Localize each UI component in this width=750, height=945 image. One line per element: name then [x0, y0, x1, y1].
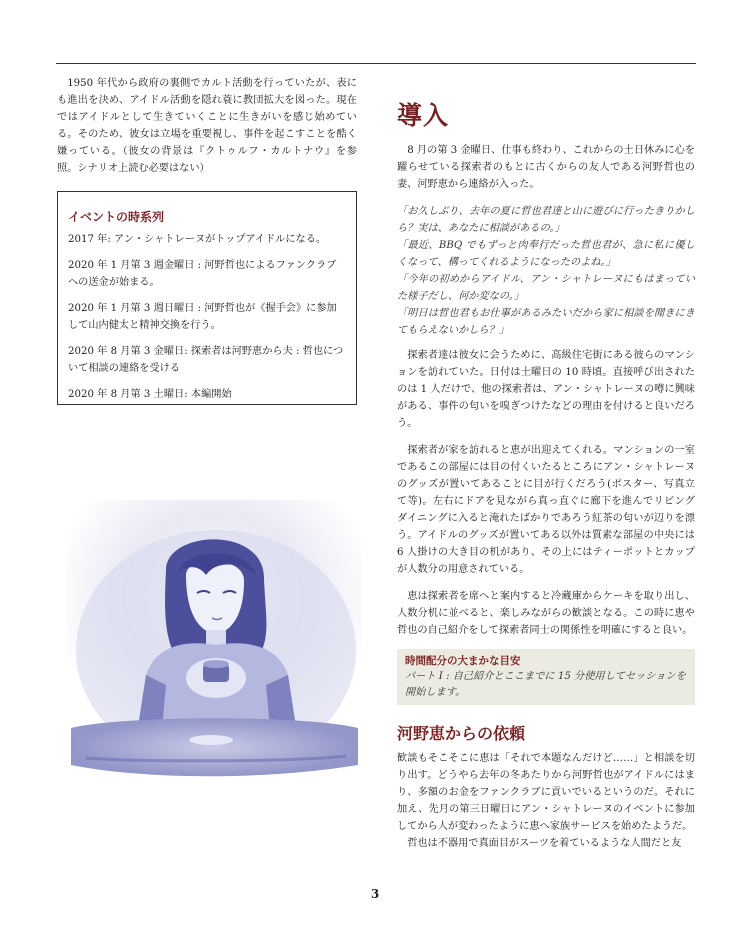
- dialogue-line: 「今年の初めからアイドル、アン・シャトレーヌにもはまっていた様子だし、何か変なの。」: [397, 274, 695, 302]
- body-paragraph: 哲也は不器用で真面目がスーツを着ているような人間だと友: [407, 838, 682, 849]
- dialogue-line: 「明日は哲也君もお仕事があるみたいだから家に相談を聞きにきてもらえないかしら？」: [397, 308, 695, 336]
- note-body: パート I : 自己紹介とここまでに 15 分使用してセッションを開始します。: [405, 671, 686, 698]
- dialogue-line: 「最近、BBQ でもずっと肉奉行だった哲也君が、急に私に優しくなって、構ってくれるようになったのよね。」: [397, 240, 695, 268]
- dialogue-block: [397, 203, 695, 339]
- top-rule: [56, 63, 696, 64]
- body-paragraph: 恵は探索者を席へと案内すると冷蔵庫からケーキを取り出し、人数分机に並べると、楽しみながらの歓談となる。この時に恵や哲也の自己紹介をして探索者同士の関係性を明確にすると良い。: [397, 591, 695, 636]
- timeline-box: [57, 191, 357, 405]
- timeline-item: 2017 年: アン・シャトレーヌがトップアイドルになる。: [68, 234, 327, 245]
- left-column: [57, 75, 357, 405]
- timeline-item: 2020 年 1 月第 3 週金曜日 : 河野哲也によるファンクラブへの送金が始まる。: [68, 260, 337, 288]
- intro-paragraph-1: 8 月の第 3 金曜日、仕事も終わり、これからの土日休みに心を躍らせている探索者のもとに古くからの友人である河野哲也の妻、河野恵から連絡が入った。: [397, 145, 695, 190]
- note-title: 時間配分の大まかな目安: [405, 655, 521, 667]
- right-column: [397, 96, 695, 852]
- body-paragraph: 探索者達は彼女に会うために、高級住宅街にある彼らのマンションを訪れていた。日付は土曜日の 10 時頃。直接呼び出されたのは 1 人だけで、他の探索者は、アン・シャトレーヌの噂に興味がある、事件の匂いを嗅ぎつけたなどの理由を付けると良いだろう。: [397, 350, 695, 429]
- page-number: 3: [370, 887, 380, 901]
- timeline-heading: イベントの時系列: [68, 210, 165, 224]
- intro-paragraph: 1950 年代から政府の裏側でカルト活動を行っていたが、表にも進出を決め、アイドル活動を隠れ蓑に教団拡大を図った。現在ではアイドルとして生きていくことに生きがいを感じ始めている。そのため、彼女は立場を重要視し、事件を起こすことを酷く嫌っている。（彼女の背景は『クトゥルフ・カルトナウ』を参照。シナリオ上読む必要はない）: [57, 78, 357, 174]
- timeline-item: 2020 年 8 月第 3 土曜日: 本編開始: [68, 389, 232, 400]
- body-paragraph: 歓談もそこそこに恵は「それで本題なんだけど……」と相談を切り出す。どうやら去年の冬あたりから河野哲也がアイドルにはまり、多額のお金をファンクラブに貢いでいるというのだ。それに加え、先月の第三日曜日にアン・シャトレーヌのイベントに参加してから人が変わったように恵へ家族サービスを始めたようだ。: [397, 753, 695, 832]
- body-paragraph: 探索者が家を訪れると恵が出迎えてくれる。マンションの一室であるこの部屋には目の付くいたるところにアン・シャトレーヌのグッズが置いてあることに目が行くだろう(ポスター、写真立て等)。左右にドアを見ながら真っ直ぐに廊下を進んでリビングダイニングに入ると淹れたばかりであろう紅茶の匂いが辺りを漂う。アイドルのグッズが置いてある以外は質素な部屋の中央には 6 人掛けの大き目の机があり、その上にはティーポットとカップが人数分の用意されている。: [397, 445, 695, 575]
- subheading-request: 河野恵からの依頼: [397, 724, 526, 743]
- timeline-item: 2020 年 8 月第 3 金曜日: 探索者は河野恵から夫 : 哲也について相談の連絡を受ける: [68, 346, 344, 374]
- timeline-item: 2020 年 1 月第 3 週日曜日 : 河野哲也が《握手会》に参加して山内健太と精神交換を行う。: [68, 303, 337, 331]
- woman-with-teacup-illustration: [66, 500, 362, 780]
- section-heading-intro: 導入: [397, 101, 450, 130]
- time-allocation-note: [397, 649, 695, 705]
- dialogue-line: 「お久しぶり、去年の夏に哲也君達と山に遊びに行ったきりかしら？実は、あなたに相談があるの。」: [397, 206, 695, 234]
